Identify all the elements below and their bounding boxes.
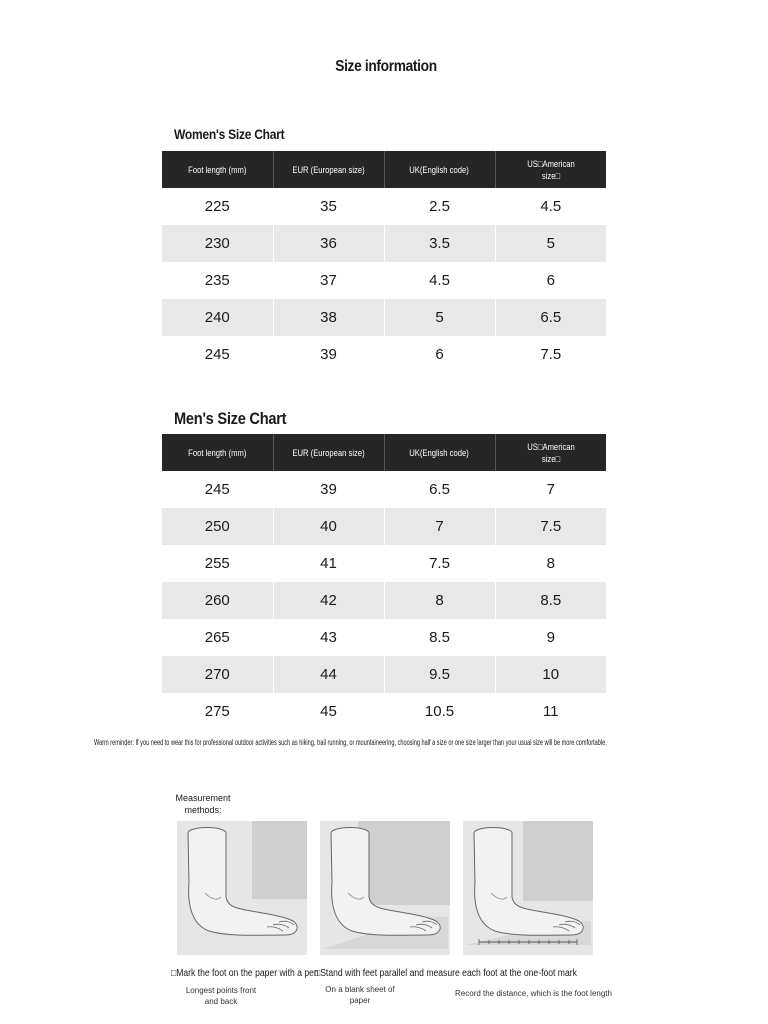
table-cell: 6.5 [384,471,495,508]
header-foot-length: Foot length (mm) [162,434,273,471]
table-cell: 3.5 [384,225,495,262]
table-row [162,188,606,225]
table-row [162,299,606,336]
mens-chart-title: Men's Size Chart [174,409,287,428]
table-cell: 225 [162,188,273,225]
table-row [162,262,606,299]
table-cell: 230 [162,225,273,262]
table-cell: 4.5 [540,198,562,215]
table-cell: 240 [162,299,273,336]
table-cell: 40 [273,508,384,545]
foot-on-paper-icon [177,821,307,955]
table-cell: 7 [546,481,555,498]
table-row [162,471,606,508]
mens-size-table [162,434,606,730]
table-cell: 245 [162,471,273,508]
foot-with-ruler-icon [463,821,593,955]
header-uk: UK(English code) [384,434,495,471]
table-cell: 8 [546,555,555,572]
table-cell: 7.5 [540,346,562,363]
table-cell: 41 [273,545,384,582]
header-eur: EUR (European size) [273,434,384,471]
table-cell: 10.5 [384,693,495,730]
table-row [162,508,606,545]
table-cell: 245 [162,336,273,373]
step-1-note: Longest points front and back [185,986,257,1006]
table-cell: 275 [162,693,273,730]
table-cell: 45 [273,693,384,730]
table-row [162,582,606,619]
table-cell: 5 [495,225,606,262]
table-cell: 39 [273,336,384,373]
header-eur: EUR (European size) [273,151,384,188]
table-cell: 250 [162,508,273,545]
table-row [162,336,606,373]
table-row [162,656,606,693]
table-row [162,225,606,262]
page-title: Size information [335,58,437,75]
table-cell: 9 [546,629,555,646]
table-cell: 270 [162,656,273,693]
table-cell: 9.5 [384,656,495,693]
table-cell: 38 [273,299,384,336]
header-row [162,434,606,471]
table-cell: 10 [495,656,606,693]
table-cell: 2.5 [384,188,495,225]
table-cell: 43 [273,619,384,656]
table-cell: 7 [384,508,495,545]
table-cell: 8.5 [384,619,495,656]
table-cell: 36 [273,225,384,262]
header-row [162,151,606,188]
table-cell: 8 [384,582,495,619]
table-cell: 11 [542,703,559,720]
table-cell: 6 [384,336,495,373]
table-cell: 7.5 [495,508,606,545]
header-foot-length: Foot length (mm) [162,151,273,188]
foot-against-wall-icon [320,821,450,955]
header-uk: UK(English code) [384,151,495,188]
table-cell: 35 [273,188,384,225]
table-cell: 6 [546,272,555,289]
table-header [162,434,606,471]
womens-chart-title: Women's Size Chart [174,126,285,142]
warm-reminder: Warm reminder: If you need to wear this for professional outdoor activities such as hiking, trail running, or mountaineering, choosing half a size or one size larger than your usual size will be more comfortable. [94,738,607,747]
step-2-note: On a blank sheet of paper [325,985,395,1005]
womens-size-table [162,151,606,373]
table-cell: 44 [273,656,384,693]
table-row [162,545,606,582]
table-header [162,151,606,188]
table-cell: 265 [162,619,273,656]
table-cell: 4.5 [384,262,495,299]
table-cell: 6.5 [495,299,606,336]
table-cell: 235 [162,262,273,299]
table-cell: 255 [162,545,273,582]
step-3-note: Record the distance, which is the foot length [455,989,612,998]
table-cell: 37 [273,262,384,299]
header-us: US□American size□ [495,434,606,471]
table-cell: 8.5 [495,582,606,619]
table-cell: 7.5 [384,545,495,582]
table-cell: 39 [273,471,384,508]
step-1-title: □Mark the foot on the paper with a pen [171,968,319,979]
measurement-methods-label: Measurement methods: [175,793,231,815]
table-row [162,619,606,656]
table-cell: 5 [384,299,495,336]
header-us: US□American size□ [495,151,606,188]
step-2-title: □Stand with feet parallel and measure each foot at the one-foot mark [315,968,577,979]
table-cell: 260 [162,582,273,619]
table-cell: 42 [273,582,384,619]
table-row [162,693,606,730]
